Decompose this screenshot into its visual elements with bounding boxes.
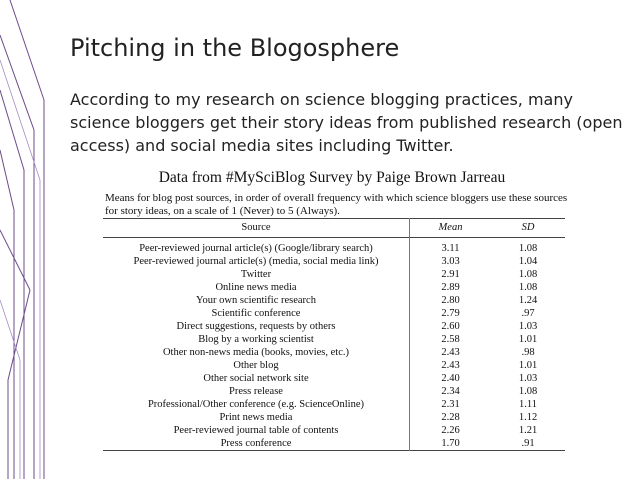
cell-sd: 1.21 xyxy=(518,425,538,436)
slide-title: Pitching in the Blogosphere xyxy=(70,34,400,62)
cell-sd: 1.08 xyxy=(518,282,538,293)
cell-mean: 1.70 xyxy=(410,437,492,451)
table-row xyxy=(103,238,565,256)
cell-mean: 2.31 xyxy=(410,398,492,411)
table-row xyxy=(103,333,565,346)
decorative-lines xyxy=(0,0,50,479)
cell-sd: 1.24 xyxy=(518,295,538,306)
cell-sd: 1.08 xyxy=(518,386,538,397)
cell-mean: 2.43 xyxy=(410,359,492,372)
cell-source: Press conference xyxy=(220,438,292,449)
cell-mean: 2.89 xyxy=(410,281,492,294)
table-row xyxy=(103,281,565,294)
cell-source: Peer-reviewed journal article(s) (Google/library search) xyxy=(139,243,373,254)
table-row xyxy=(103,372,565,385)
cell-source: Professional/Other conference (e.g. ScienceOnline) xyxy=(147,399,365,410)
cell-sd: 1.08 xyxy=(518,269,538,280)
table-row xyxy=(103,346,565,359)
cell-source: Online news media xyxy=(215,282,297,293)
table-row xyxy=(103,255,565,268)
table-row xyxy=(103,385,565,398)
table-caption: Means for blog post sources, in order of overall frequency with which science bloggers use these sources for story ideas, on a scale of 1 (Never) to 5 (Always). xyxy=(105,192,568,217)
cell-source: Peer-reviewed journal table of contents xyxy=(173,425,339,436)
cell-source: Your own scientific research xyxy=(196,295,316,306)
table-header-row xyxy=(103,219,565,238)
cell-source: Press release xyxy=(229,386,283,397)
sources-table xyxy=(103,218,565,451)
header-source: Source xyxy=(241,222,271,233)
cell-mean: 2.58 xyxy=(410,333,492,346)
cell-sd: 1.03 xyxy=(518,321,538,332)
cell-source: Scientific conference xyxy=(211,308,301,319)
cell-sd: 1.08 xyxy=(518,243,538,254)
cell-sd: 1.01 xyxy=(518,334,538,345)
header-mean: Mean xyxy=(410,219,492,238)
table-row xyxy=(103,268,565,281)
cell-source: Other blog xyxy=(233,360,279,371)
cell-sd: 1.03 xyxy=(518,373,538,384)
table-row xyxy=(103,359,565,372)
cell-sd: 1.04 xyxy=(518,256,538,267)
cell-mean: 2.40 xyxy=(410,372,492,385)
slide-body-text: According to my research on science blogging practices, many science bloggers get their story ideas from published research (open access) and social media sites including Twitter. xyxy=(70,90,623,155)
table-row xyxy=(103,320,565,333)
cell-mean: 2.80 xyxy=(410,294,492,307)
header-sd: SD xyxy=(521,222,535,233)
cell-mean: 2.26 xyxy=(410,424,492,437)
table-row xyxy=(103,294,565,307)
cell-source: Twitter xyxy=(240,269,272,280)
cell-sd: 1.11 xyxy=(519,399,537,410)
table-title: Data from #MySciBlog Survey by Paige Brown Jarreau xyxy=(158,169,506,186)
table-row xyxy=(103,424,565,437)
table-row xyxy=(103,411,565,424)
cell-mean: 3.11 xyxy=(410,238,492,256)
table-row xyxy=(103,437,565,451)
table-row xyxy=(103,307,565,320)
cell-mean: 2.28 xyxy=(410,411,492,424)
cell-source: Print news media xyxy=(219,412,293,423)
cell-source: Blog by a working scientist xyxy=(198,334,314,345)
table-row xyxy=(103,398,565,411)
cell-mean: 2.34 xyxy=(410,385,492,398)
cell-sd: .97 xyxy=(521,308,535,319)
cell-mean: 2.43 xyxy=(410,346,492,359)
table-body xyxy=(103,238,565,451)
cell-sd: 1.01 xyxy=(518,360,538,371)
cell-source: Other social network site xyxy=(203,373,309,384)
cell-sd: .91 xyxy=(521,438,535,449)
cell-source: Peer-reviewed journal article(s) (media, social media link) xyxy=(133,256,379,267)
cell-sd: .98 xyxy=(521,347,535,358)
cell-mean: 2.79 xyxy=(410,307,492,320)
cell-source: Other non-news media (books, movies, etc.) xyxy=(162,347,350,358)
cell-mean: 3.03 xyxy=(410,255,492,268)
cell-mean: 2.91 xyxy=(410,268,492,281)
cell-sd: 1.12 xyxy=(518,412,538,423)
cell-mean: 2.60 xyxy=(410,320,492,333)
cell-source: Direct suggestions, requests by others xyxy=(176,321,336,332)
